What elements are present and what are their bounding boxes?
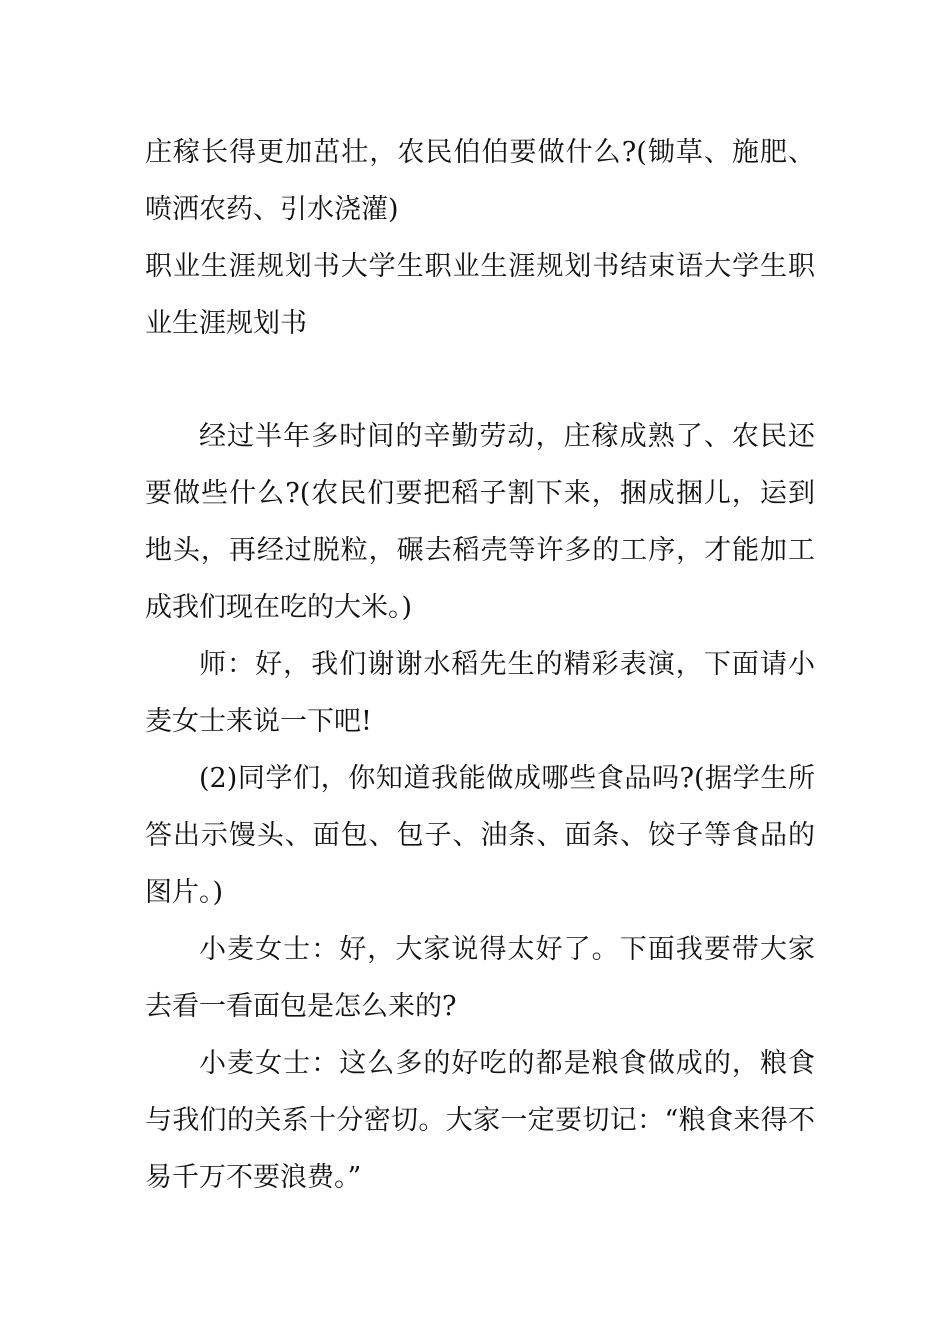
heading-block [145,238,815,352]
body-paragraphs [145,408,815,1206]
intro-text: 庄稼长得更加茁壮，农民伯伯要做什么?(锄草、施肥、喷洒农药、引水浇灌) [145,137,815,225]
intro-paragraph [145,124,815,238]
paragraph-5: 小麦女士：这么多的好吃的都是粮食做成的，粮食与我们的关系十分密切。大家一定要切记：“粮食来得不易千万不要浪费。” [145,1048,815,1193]
paragraph-1: 经过半年多时间的辛勤劳动，庄稼成熟了、农民还要做些什么?(农民们要把稻子割下来，捆成捆儿，运到地头，再经过脱粒，碾去稻壳等许多的工序，才能加工成我们现在吃的大米。) [145,421,815,623]
paragraph-2: 师：好，我们谢谢水稻先生的精彩表演，下面请小麦女士来说一下吧! [145,649,815,737]
paragraph-4: 小麦女士：好，大家说得太好了。下面我要带大家去看一看面包是怎么来的? [145,934,815,1022]
paragraph-3: (2)同学们，你知道我能做成哪些食品吗?(据学生所答出示馒头、面包、包子、油条、面条、饺子等食品的图片。) [145,763,815,908]
document-heading: 职业生涯规划书大学生职业生涯规划书结束语大学生职业生涯规划书 [145,251,815,339]
